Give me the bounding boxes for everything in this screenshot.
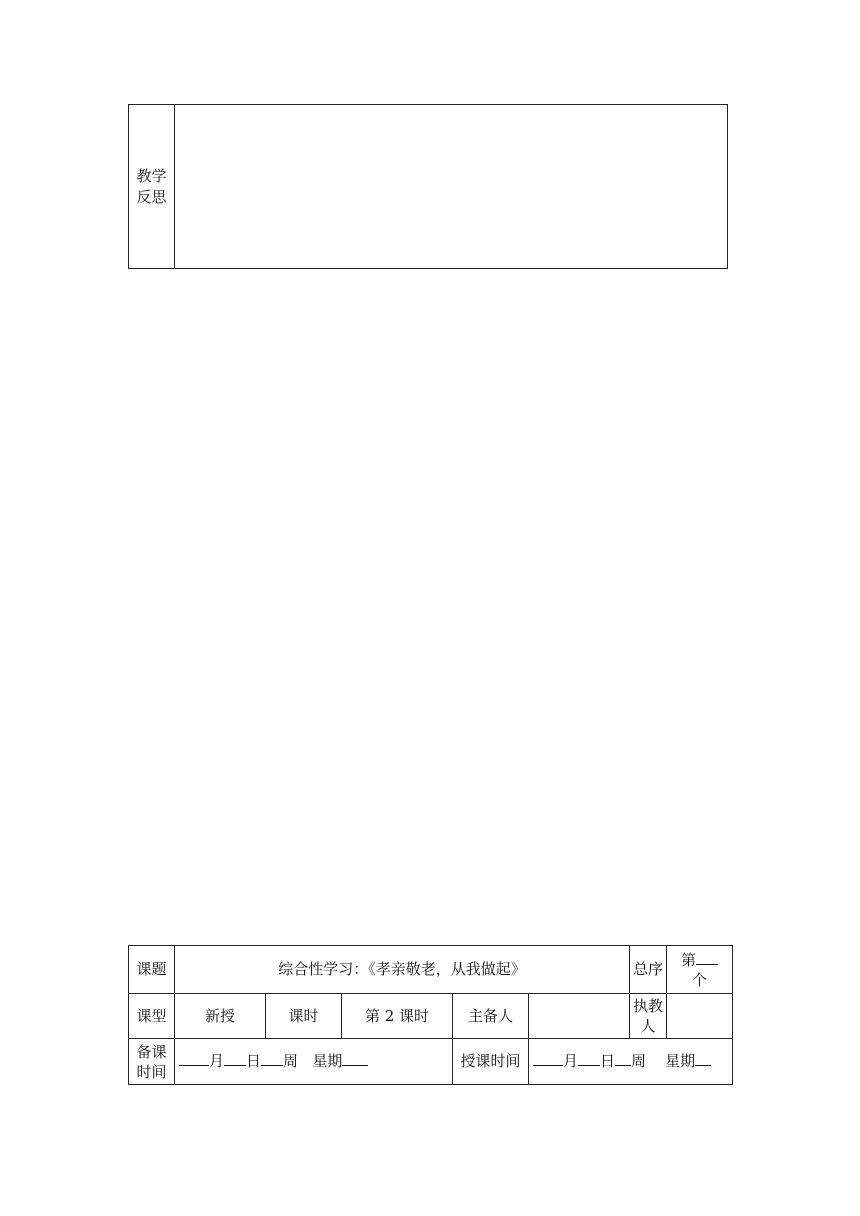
type-value: 新授 xyxy=(175,994,266,1039)
teacher-label-cell xyxy=(630,994,667,1039)
type-label: 课型 xyxy=(129,994,175,1039)
order-label: 总序 xyxy=(630,946,667,994)
order-value-cell[interactable] xyxy=(667,946,733,994)
preparer-value[interactable] xyxy=(529,994,630,1039)
prep-time-label-line1: 备课 xyxy=(136,1042,167,1061)
prep-time-label-cell xyxy=(129,1039,175,1085)
teach-month-label: 月 xyxy=(563,1052,579,1070)
prep-day-label: 日 xyxy=(246,1052,262,1070)
period-label: 课时 xyxy=(266,994,342,1039)
order-suffix: 个 xyxy=(691,970,707,989)
prep-month-label: 月 xyxy=(209,1052,225,1070)
prep-weekday-blank[interactable] xyxy=(342,1051,368,1066)
teach-month-blank[interactable] xyxy=(533,1051,563,1066)
prep-week-blank[interactable] xyxy=(261,1051,283,1066)
plan-row-type xyxy=(129,994,733,1039)
teach-day-blank[interactable] xyxy=(578,1051,600,1066)
teaching-reflection-table xyxy=(128,104,728,269)
order-prefix: 第 xyxy=(680,950,696,969)
teacher-label-line1: 执教 xyxy=(632,997,663,1015)
plan-row-topic xyxy=(129,946,733,994)
prep-weekday-label: 星期 xyxy=(312,1052,343,1070)
order-number-blank[interactable] xyxy=(696,950,718,965)
teach-time-label: 授课时间 xyxy=(453,1039,529,1085)
plan-row-time xyxy=(129,1039,733,1085)
reflection-label-line1: 教学 xyxy=(136,166,167,185)
topic-value: 综合性学习：《孝亲敬老，从我做起》 xyxy=(175,946,630,994)
reflection-content-cell[interactable] xyxy=(175,105,728,269)
teach-week-blank[interactable] xyxy=(615,1051,631,1066)
teacher-value[interactable] xyxy=(667,994,733,1039)
teach-day-label: 日 xyxy=(600,1052,616,1070)
teach-time-value[interactable] xyxy=(529,1039,733,1085)
topic-label: 课题 xyxy=(129,946,175,994)
prep-month-blank[interactable] xyxy=(179,1051,209,1066)
teach-weekday-label: 星期 xyxy=(665,1052,696,1070)
teach-week-label: 周 xyxy=(631,1052,647,1070)
reflection-label-cell xyxy=(129,105,175,269)
lesson-plan-header-table xyxy=(128,945,733,1085)
period-value: 第 2 课时 xyxy=(342,994,453,1039)
prep-time-label-line2: 时间 xyxy=(136,1062,167,1081)
teach-weekday-blank[interactable] xyxy=(695,1051,711,1066)
prep-week-label: 周 xyxy=(283,1052,299,1070)
reflection-label-line2: 反思 xyxy=(136,187,167,206)
prep-day-blank[interactable] xyxy=(224,1051,246,1066)
prep-time-value[interactable] xyxy=(175,1039,453,1085)
teacher-label-line2: 人 xyxy=(640,1017,656,1035)
preparer-label: 主备人 xyxy=(453,994,529,1039)
